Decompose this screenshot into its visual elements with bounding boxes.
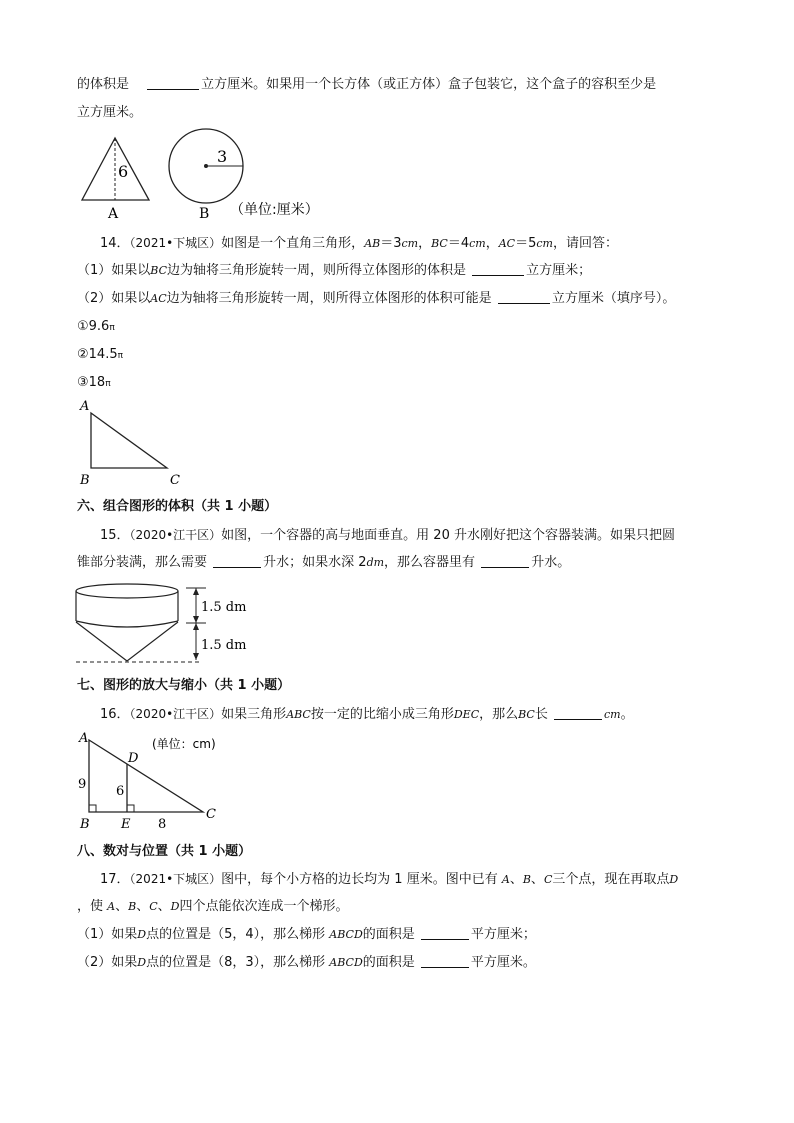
q16-var-dec: DEC [453, 708, 480, 721]
q17-source: （2021•下城区） [129, 872, 222, 886]
q17-p1-var-d: D [137, 928, 147, 941]
q13-text-a: 的体积是 [77, 77, 130, 92]
circle-radius-label: 3 [217, 147, 228, 166]
q16-vertex-b: B [80, 817, 90, 832]
q14-p2-text-a: （2）如果以 [77, 291, 151, 306]
q16-source: （2020•江干区） [129, 707, 222, 721]
right-angle-e [127, 805, 134, 812]
q16-length-8: 8 [158, 817, 167, 832]
q17-part-1 [77, 926, 536, 944]
q16-text-e: 。 [620, 707, 634, 722]
q14-p1-text-b: 边为轴将三角形旋转一周，则所得立体图形的体积是 [167, 263, 467, 278]
q17-p2-text-c: 的面积是 [362, 955, 415, 970]
q15-text-2a: 锥部分装满，那么需要 [77, 555, 208, 570]
q16-vertex-c: C [206, 807, 216, 822]
q14-ab-value: ＝3 [380, 236, 402, 251]
q16-unit-label: (单位：cm) [152, 737, 216, 751]
q13-text-b: 立方厘米。如果用一个长方体（或正方体）盒子包装它，这个盒子的容积至少是 [201, 77, 657, 92]
q14-p2-text-b: 边为轴将三角形旋转一周，则所得立体图形的体积可能是 [166, 291, 492, 306]
q14-var-ac: AC [498, 237, 516, 250]
q17-var-c2: C [149, 900, 158, 913]
q14-stem-text: 如图是一个直角三角形， [221, 236, 365, 251]
q14-ac-value: ＝5 [515, 236, 537, 251]
q17-var-a: A [501, 873, 510, 886]
q14-unit-cm-2: cm [469, 237, 486, 250]
q15-source: （2020•江干区） [129, 528, 222, 542]
q17-text-2b: 四个点能依次连成一个梯形。 [179, 899, 349, 914]
q14-opt3-text: ③18 [77, 375, 106, 390]
q14-bc-value: ＝4 [447, 236, 470, 251]
cone-height-label: 6 [118, 162, 129, 181]
q17-p1-var-abcd: ABCD [329, 928, 363, 941]
q14-vertex-a: A [80, 399, 90, 414]
q14-p2-text-c: 立方厘米（填序号）。 [551, 291, 676, 306]
dim-label-bottom: 1.5 dm [201, 638, 247, 653]
q16-text-a: 如果三角形 [221, 707, 287, 722]
q14-p1-text-a: （1）如果以 [77, 263, 151, 278]
q16-vertex-a: A [79, 731, 89, 746]
q14-stem-end: ，请回答： [552, 236, 618, 251]
q14-var-bc: BC [431, 237, 448, 250]
q14-var-ab: AB [364, 237, 381, 250]
q15-number: 15． [100, 528, 130, 543]
section-7-title: 七、图形的放大与缩小（共 1 小题） [77, 678, 291, 693]
q15-text-2b: 升水；如果水深 2 [263, 555, 367, 570]
q17-p2-text-a: （2）如果 [77, 955, 138, 970]
q17-p1-text-d: 平方厘米； [470, 927, 536, 942]
q17-part-2 [77, 954, 536, 972]
q17-var-a2: A [107, 900, 116, 913]
section-6-title: 六、组合图形的体积（共 1 小题） [77, 499, 278, 514]
q17-answer-blank-1[interactable] [421, 926, 469, 940]
q16-var-bc: BC [518, 708, 535, 721]
q15-text-2d: 升水。 [531, 555, 571, 570]
q17-var-d: D [669, 873, 679, 886]
q17-var-d2: D [170, 900, 180, 913]
q17-p2-text-b: 点的位置是（8，3），那么梯形 [146, 955, 326, 970]
q14-source: （2021•下城区） [129, 236, 222, 250]
q14-p1-var: BC [150, 264, 167, 277]
q13-text-c: 立方厘米。 [77, 105, 143, 120]
q16-text-d: 长 [534, 707, 548, 722]
dim-label-top: 1.5 dm [201, 600, 247, 615]
pi-symbol: π [109, 323, 115, 333]
q14-unit-cm-3: cm [536, 237, 553, 250]
q17-text-1: 图中，每个小方格的边长均为 1 厘米。图中已有 [221, 872, 498, 887]
q14-opt2-text: ②14.5 [77, 347, 118, 362]
q16-length-9: 9 [78, 777, 87, 792]
q17-p2-var-abcd: ABCD [329, 956, 363, 969]
q14-number: 14． [100, 236, 130, 251]
q17-p1-text-b: 点的位置是（5，4），那么梯形 [146, 927, 326, 942]
q16-vertex-e: E [121, 817, 131, 832]
right-angle-b [89, 805, 96, 812]
q14-stem: 14．（2021•下城区）如图是一个直角三角形，AB＝3cm，BC＝4cm，AC＝5cm，请回答： [100, 236, 618, 251]
q14-unit-cm-1: cm [401, 237, 419, 250]
q17-sep: 、 [157, 899, 171, 914]
q17-p2-var-d: D [137, 956, 147, 969]
q14-vertex-b: B [80, 473, 90, 488]
q16-vertex-d: D [128, 751, 139, 766]
figure-unit-label: （单位:厘米） [230, 202, 319, 218]
q17-line-2 [77, 898, 349, 916]
q16-number: 16． [100, 707, 130, 722]
q14-vertex-c: C [170, 473, 180, 488]
q17-p2-text-d: 平方厘米。 [470, 955, 536, 970]
q15-text-2c: ，那么容器里有 [384, 555, 476, 570]
q17-p1-text-a: （1）如果 [77, 927, 138, 942]
q16-var-abc: ABC [286, 708, 311, 721]
pi-symbol: π [105, 379, 111, 389]
pi-symbol: π [117, 351, 124, 361]
q17-answer-blank-2[interactable] [421, 954, 469, 968]
section-8-title: 八、数对与位置（共 1 小题） [77, 844, 252, 859]
q17-p1-text-c: 的面积是 [362, 927, 415, 942]
cone-label: A [108, 206, 119, 222]
q17-sep: 、 [136, 899, 150, 914]
q17-text-2a: ，使 [77, 899, 104, 914]
q17-var-b: B [522, 873, 531, 886]
q17-sep: 、 [530, 872, 544, 887]
q14-p2-var: AC [150, 292, 167, 305]
q17-line-1 [100, 870, 678, 889]
q14-p1-text-c: 立方厘米； [526, 263, 592, 278]
q16-text-c: ，那么 [479, 707, 519, 722]
q17-text-1b: 三个点，现在再取点 [552, 872, 670, 887]
q17-sep: 、 [115, 899, 129, 914]
q16-text-b: 按一定的比缩小成三角形 [310, 707, 454, 722]
circle-label: B [199, 206, 210, 222]
q17-var-b2: B [128, 900, 137, 913]
q16-unit-cm: cm [604, 708, 621, 721]
q17-number: 17． [100, 872, 130, 887]
q17-var-c: C [543, 873, 553, 886]
q15-text-1: 如图，一个容器的高与地面垂直。用 20 升水刚好把这个容器装满。如果只把圆 [221, 528, 675, 543]
q16-length-6: 6 [116, 784, 125, 799]
q15-unit-dm: dm [366, 556, 385, 569]
q17-sep: 、 [509, 872, 523, 887]
q14-opt1-text: ①9.6 [77, 319, 110, 334]
